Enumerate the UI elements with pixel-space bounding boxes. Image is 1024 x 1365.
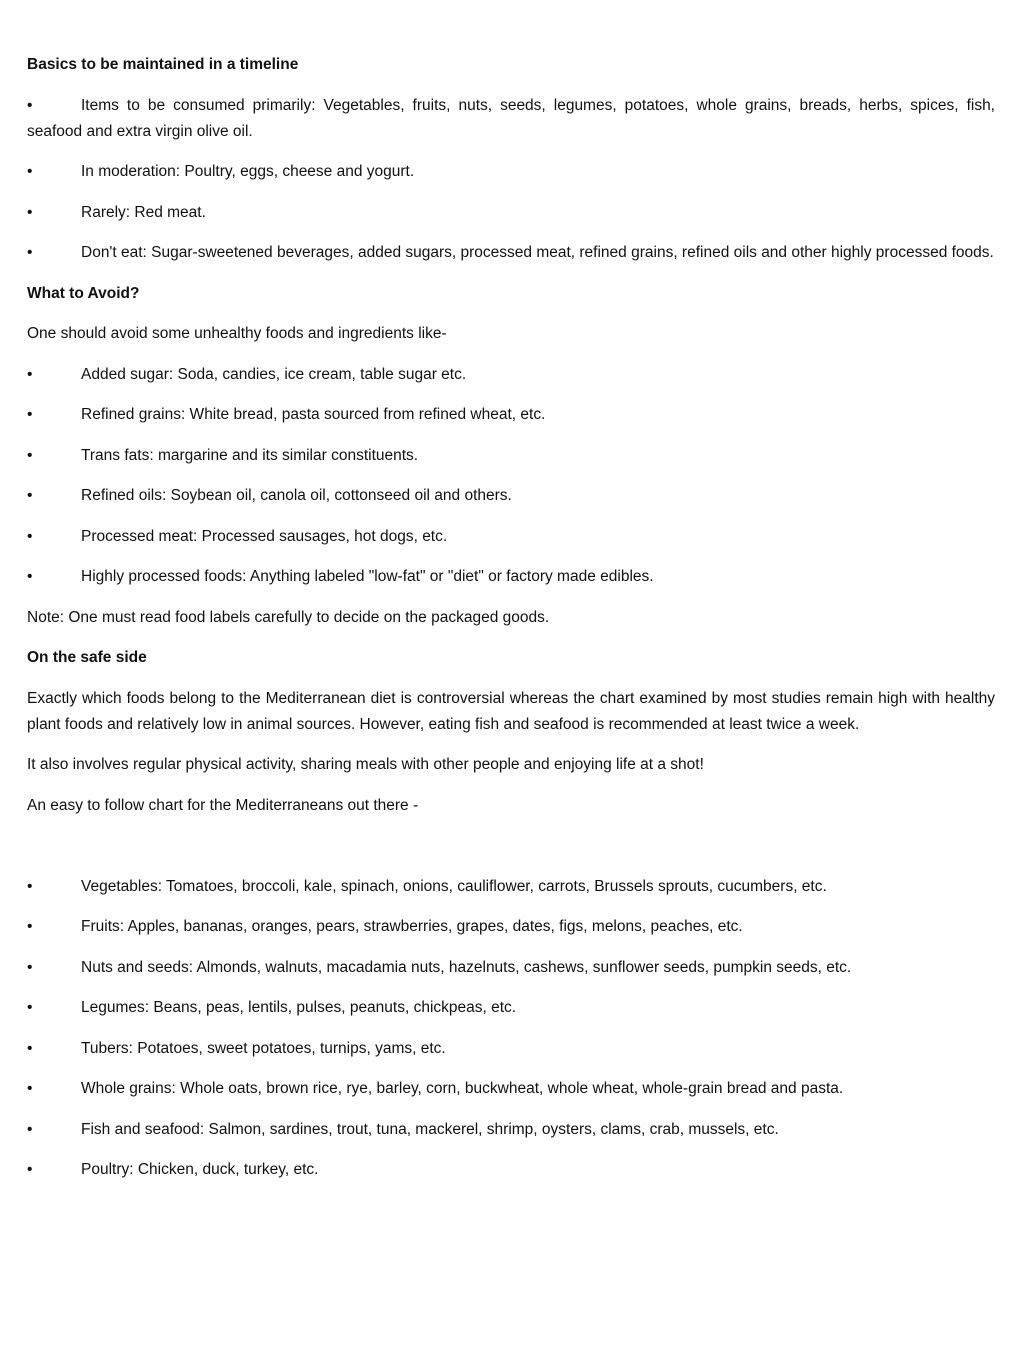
list-item-text: Poultry: Chicken, duck, turkey, etc. — [81, 1161, 319, 1178]
list-item — [27, 914, 995, 940]
list-item-text: Rarely: Red meat. — [81, 203, 206, 221]
list-item-text: Items to be consumed primarily: Vegetables, fruits, nuts, seeds, legumes, potatoes, whole grains, breads, herbs, spices, fish, seafood and extra virgin olive oil. — [27, 96, 995, 140]
bullet-icon: • — [27, 1039, 33, 1057]
list-item-text: Refined grains: White bread, pasta sourced from refined wheat, etc. — [81, 406, 546, 423]
list-item — [27, 1157, 995, 1183]
list-item — [27, 995, 995, 1021]
avoid-intro: One should avoid some unhealthy foods and ingredients like- — [27, 325, 447, 342]
list-item-text: Whole grains: Whole oats, brown rice, rye, barley, corn, buckwheat, whole wheat, whole-grain bread and pasta. — [81, 1080, 844, 1097]
list-item — [27, 93, 995, 145]
list-item — [27, 1036, 995, 1062]
list-item-text: In moderation: Poultry, eggs, cheese and yogurt. — [81, 163, 415, 180]
bullet-icon: • — [27, 877, 33, 895]
bullet-icon: • — [27, 958, 33, 976]
list-item-text: Fish and seafood: Salmon, sardines, trout, tuna, mackerel, shrimp, oysters, clams, crab, mussels, etc. — [81, 1120, 779, 1138]
safe-paragraph: Exactly which foods belong to the Mediterranean diet is controversial whereas the chart examined by most studies remain high with healthy plant foods and relatively low in animal sources. However, eating fish and seafood is recommended at least twice a week. — [27, 689, 995, 733]
avoid-note: Note: One must read food labels carefully to decide on the packaged goods. — [27, 608, 550, 626]
safe-heading: On the safe side — [27, 649, 147, 666]
bullet-icon: • — [27, 1161, 33, 1178]
document-page — [27, 52, 995, 1198]
list-item — [27, 443, 995, 469]
bullet-icon: • — [27, 203, 33, 221]
bullet-icon: • — [27, 487, 33, 504]
bullet-icon: • — [27, 1120, 33, 1138]
list-item — [27, 362, 995, 388]
bullet-icon: • — [27, 406, 33, 423]
list-item-text: Nuts and seeds: Almonds, walnuts, macadamia nuts, hazelnuts, cashews, sunflower seeds, pumpkin seeds, etc. — [81, 958, 852, 976]
list-item-text: Legumes: Beans, peas, lentils, pulses, peanuts, chickpeas, etc. — [81, 999, 517, 1016]
bullet-icon: • — [27, 568, 33, 585]
list-item-text: Trans fats: margarine and its similar constituents. — [81, 446, 419, 464]
list-item — [27, 200, 995, 226]
bullet-icon: • — [27, 527, 33, 545]
safe-paragraph: An easy to follow chart for the Mediterraneans out there - — [27, 796, 419, 814]
bullet-icon: • — [27, 96, 33, 114]
list-item — [27, 955, 995, 981]
list-item — [27, 402, 995, 428]
list-item — [27, 159, 995, 185]
list-item-text: Don't eat: Sugar-sweetened beverages, added sugars, processed meat, refined grains, refined oils and other highly processed foods. — [81, 244, 994, 261]
list-item-text: Processed meat: Processed sausages, hot dogs, etc. — [81, 527, 448, 545]
list-item — [27, 524, 995, 550]
list-item — [27, 874, 995, 900]
bullet-icon: • — [27, 163, 33, 180]
basics-heading: Basics to be maintained in a timeline — [27, 56, 299, 73]
bullet-icon: • — [27, 918, 33, 935]
list-item-text: Refined oils: Soybean oil, canola oil, cottonseed oil and others. — [81, 487, 512, 504]
bullet-icon: • — [27, 365, 33, 383]
list-item — [27, 483, 995, 509]
list-item — [27, 564, 995, 590]
list-item-text: Added sugar: Soda, candies, ice cream, table sugar etc. — [81, 365, 467, 383]
list-item-text: Vegetables: Tomatoes, broccoli, kale, spinach, onions, cauliflower, carrots, Brussels sprouts, cucumbers, etc. — [81, 877, 827, 895]
bullet-icon: • — [27, 446, 33, 464]
blank-line — [27, 833, 995, 874]
list-item — [27, 1117, 995, 1143]
bullet-icon: • — [27, 244, 33, 261]
list-item-text: Highly processed foods: Anything labeled "low-fat" or "diet" or factory made edibles. — [81, 568, 654, 585]
list-item — [27, 240, 995, 266]
safe-paragraph: It also involves regular physical activity, sharing meals with other people and enjoying life at a shot! — [27, 756, 704, 773]
bullet-icon: • — [27, 1080, 33, 1097]
list-item-text: Tubers: Potatoes, sweet potatoes, turnips, yams, etc. — [81, 1039, 446, 1057]
avoid-heading: What to Avoid? — [27, 284, 140, 302]
bullet-icon: • — [27, 999, 33, 1016]
list-item-text: Fruits: Apples, bananas, oranges, pears, strawberries, grapes, dates, figs, melons, peaches, etc. — [81, 918, 743, 935]
list-item — [27, 1076, 995, 1102]
